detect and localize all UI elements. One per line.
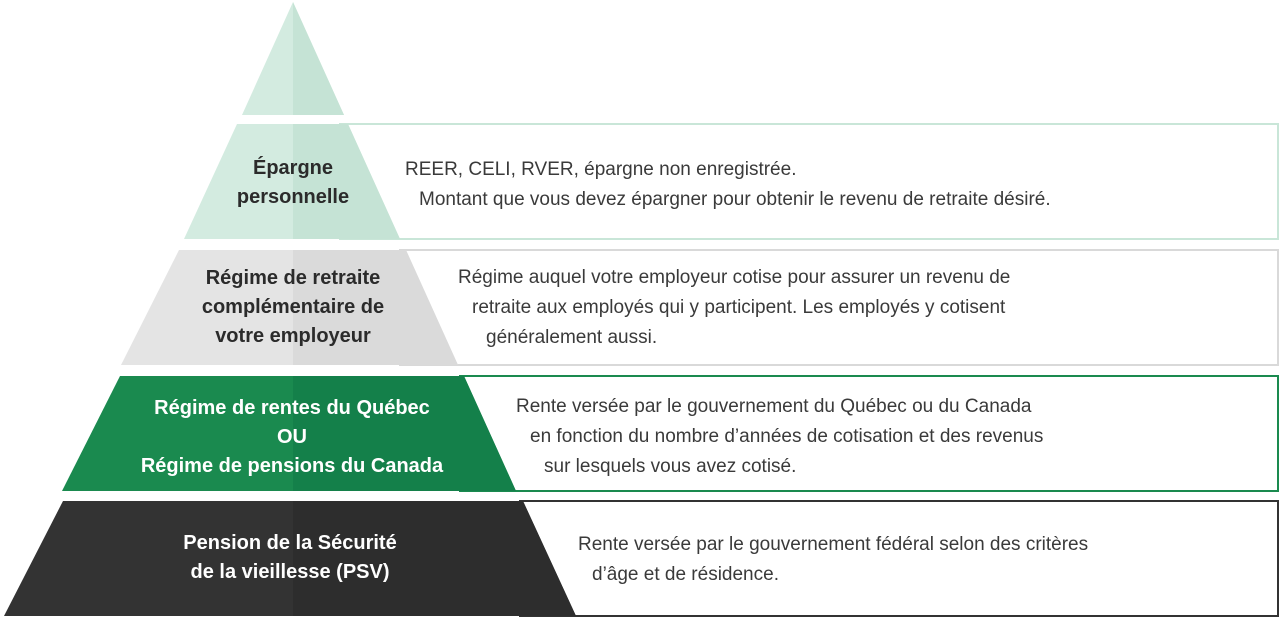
tier-title-line: de la vieillesse (PSV) xyxy=(190,561,390,583)
tier-description-line: Rente versée par le gouvernement fédéral selon des critères xyxy=(578,534,1089,555)
tier-description-line: en fonction du nombre d’années de cotisation et des revenus xyxy=(530,426,1044,447)
tier-title-line: personnelle xyxy=(236,186,350,208)
tier-title-oas xyxy=(140,529,440,587)
tier-description-qpp xyxy=(516,392,1043,482)
tier-description-line: sur lesquels vous avez cotisé. xyxy=(544,456,797,477)
tier-description-line: généralement aussi. xyxy=(486,327,658,348)
tier-description-line: retraite aux employés qui y participent. Les employés y cotisent xyxy=(472,297,1006,318)
tier-title-line: votre employeur xyxy=(215,325,371,347)
tier-description-line: REER, CELI, RVER, épargne non enregistrée. xyxy=(405,159,797,180)
tier-description-savings xyxy=(405,155,1051,215)
tier-title-employer xyxy=(143,264,443,351)
tier-description-line: Rente versée par le gouvernement du Québec ou du Canada xyxy=(516,396,1032,417)
tier-title-line: complémentaire de xyxy=(201,296,385,318)
tier-title-line: Régime de pensions du Canada xyxy=(140,455,444,477)
tier-description-line: d’âge et de résidence. xyxy=(592,564,779,585)
tier-description-oas xyxy=(578,530,1088,590)
tier-title-savings xyxy=(193,154,393,212)
tier-title-line: OU xyxy=(277,426,307,448)
tier-description-employer xyxy=(458,263,1010,353)
tier-description-line: Montant que vous devez épargner pour obtenir le revenu de retraite désiré. xyxy=(419,189,1051,210)
tier-description-line: Régime auquel votre employeur cotise pour assurer un revenu de xyxy=(458,267,1011,288)
tier-title-line: Pension de la Sécurité xyxy=(183,532,397,554)
tier-title-line: Régime de rentes du Québec xyxy=(154,397,430,419)
tier-title-line: Épargne xyxy=(252,157,334,179)
tier-title-qpp xyxy=(92,394,492,481)
tier-title-line: Régime de retraite xyxy=(205,267,381,289)
pyramid-apex-shade xyxy=(293,2,344,115)
